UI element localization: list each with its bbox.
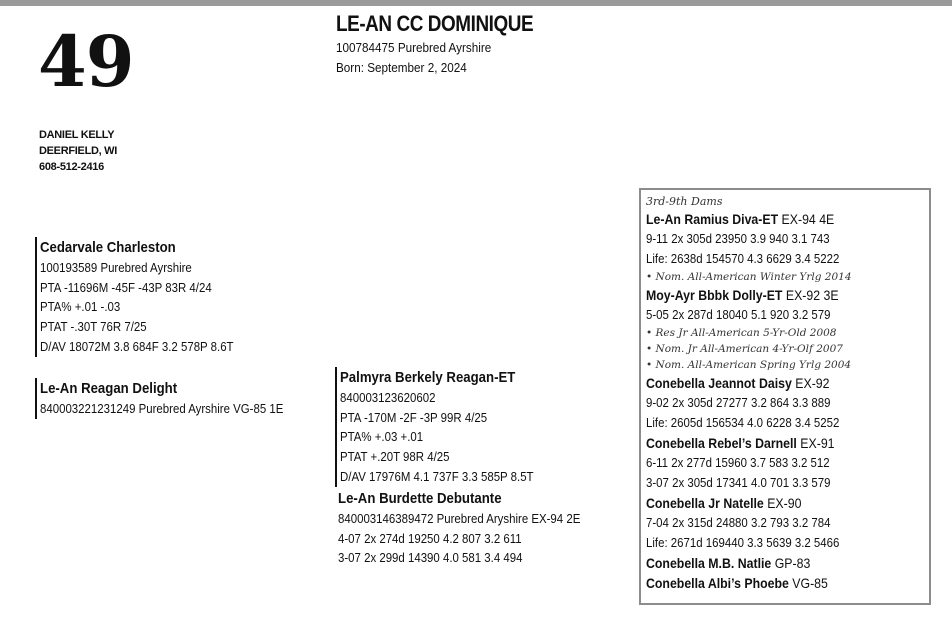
dam-entry-record: 9-11 2x 305d 23950 3.9 940 3.1 743	[646, 231, 830, 246]
dam-line: 840003221231249 Purebred Ayrshire VG-85 1E	[40, 401, 284, 416]
dam-name: Le-An Reagan Delight	[40, 380, 178, 397]
consignor-phone: 608-512-2416	[39, 161, 104, 173]
dam-entry-name	[646, 573, 895, 593]
animal-birthdate: Born: September 2, 2024	[336, 60, 467, 75]
sire-line: PTAT -.30T 76R 7/25	[40, 319, 147, 335]
dam-entry-title: Moy-Ayr Bbbk Dolly-ET	[646, 287, 783, 303]
dam-entry-name	[646, 433, 895, 453]
dam-entry-score: EX-90	[763, 495, 802, 511]
sire-name: Cedarvale Charleston	[40, 239, 176, 256]
dam-entry-score: EX-94 4E	[778, 211, 835, 227]
dam-entry-record: Life: 2605d 156534 4.0 6228 3.4 5252	[646, 415, 840, 430]
dam-entry-honor: • Nom. Jr All-American 4-Yr-Olf 2007	[646, 343, 843, 355]
dam-entry-score: VG-85	[788, 575, 828, 591]
maternal-grandsire-name: Palmyra Berkely Reagan-ET	[340, 369, 516, 386]
animal-registration: 100784475 Purebred Ayrshire	[336, 40, 492, 55]
dam-entry-record: 6-11 2x 277d 15960 3.7 583 3.2 512	[646, 455, 830, 470]
dam-entry-title: Conebella Albi’s Phoebe	[646, 575, 789, 591]
lot-number: 49	[38, 20, 134, 103]
dam-entry-title: Conebella Jr Natelle	[646, 495, 764, 511]
dams-box-header: 3rd-9th Dams	[646, 195, 723, 208]
additional-dams-box	[639, 188, 931, 605]
dam-entry-title: Le-An Ramius Diva-ET	[646, 211, 779, 227]
maternal-grandsire-block	[335, 367, 560, 487]
consignor-name: DANIEL KELLY	[39, 129, 115, 141]
consignor-location: DEERFIELD, WI	[39, 145, 117, 157]
dam-entry-score: EX-92 3E	[782, 287, 839, 303]
dam-entry-title: Conebella Rebel’s Darnell	[646, 435, 797, 451]
sire-line: D/AV 18072M 3.8 684F 3.2 578P 8.6T	[40, 338, 234, 354]
maternal-grandsire-line: 840003123620602	[340, 390, 436, 405]
maternal-grandsire-line: PTAT +.20T 98R 4/25	[340, 449, 450, 465]
dam-entry-score: EX-92	[791, 375, 830, 391]
dam-entry-honor: • Nom. All-American Spring Yrlg 2004	[646, 359, 852, 371]
consignor-info	[39, 127, 117, 175]
granddam-line: 840003146389472 Purebred Aryshire EX-94 2E	[338, 511, 581, 526]
animal-header	[336, 10, 565, 78]
dam-entry-title: Conebella M.B. Natlie	[646, 555, 772, 571]
dam-entry-name	[646, 373, 895, 393]
dam-entry-name	[646, 493, 895, 513]
dam-entry-record: 5-05 2x 287d 18040 5.1 920 3.2 579	[646, 307, 831, 322]
sire-line: 100193589 Purebred Ayrshire	[40, 260, 192, 275]
maternal-grandsire-line: PTA -170M -2F -3P 99R 4/25	[340, 409, 488, 425]
granddam-line: 3-07 2x 299d 14390 4.0 581 3.4 494	[338, 550, 523, 566]
dam-entry-record: Life: 2638d 154570 4.3 6629 3.4 5222	[646, 251, 840, 266]
dam-entry-name	[646, 209, 895, 229]
sire-block	[35, 237, 260, 357]
dam-entry-record: Life: 2671d 169440 3.3 5639 3.2 5466	[646, 535, 840, 550]
sire-line: PTA -11696M -45F -43P 83R 4/24	[40, 279, 212, 295]
dam-entry-honor: • Res Jr All-American 5-Yr-Old 2008	[646, 327, 837, 339]
dam-entry-record: 7-04 2x 315d 24880 3.2 793 3.2 784	[646, 515, 831, 530]
dam-entry-score: EX-91	[796, 435, 835, 451]
dam-entry-name	[646, 285, 895, 305]
dam-entry-title: Conebella Jeannot Daisy	[646, 375, 792, 391]
dam-entry-record: 9-02 2x 305d 27277 3.2 864 3.3 889	[646, 395, 831, 410]
animal-name: LE-AN CC DOMINIQUE	[336, 11, 534, 36]
granddam-line: 4-07 2x 274d 19250 4.2 807 3.2 611	[338, 530, 522, 546]
dam-entry-record: 3-07 2x 305d 17341 4.0 701 3.3 579	[646, 475, 831, 490]
dam-block	[35, 378, 317, 419]
sire-line: PTA% +.01 -.03	[40, 299, 121, 315]
top-rule	[0, 0, 952, 6]
dam-entry-score: GP-83	[771, 555, 811, 571]
granddam-name: Le-An Burdette Debutante	[338, 490, 502, 507]
dam-entry-name	[646, 553, 895, 573]
dam-entry-honor: • Nom. All-American Winter Yrlg 2014	[646, 271, 852, 283]
granddam-block	[338, 488, 613, 568]
maternal-grandsire-line: PTA% +.03 +.01	[340, 429, 424, 445]
maternal-grandsire-line: D/AV 17976M 4.1 737F 3.3 585P 8.5T	[340, 468, 534, 484]
